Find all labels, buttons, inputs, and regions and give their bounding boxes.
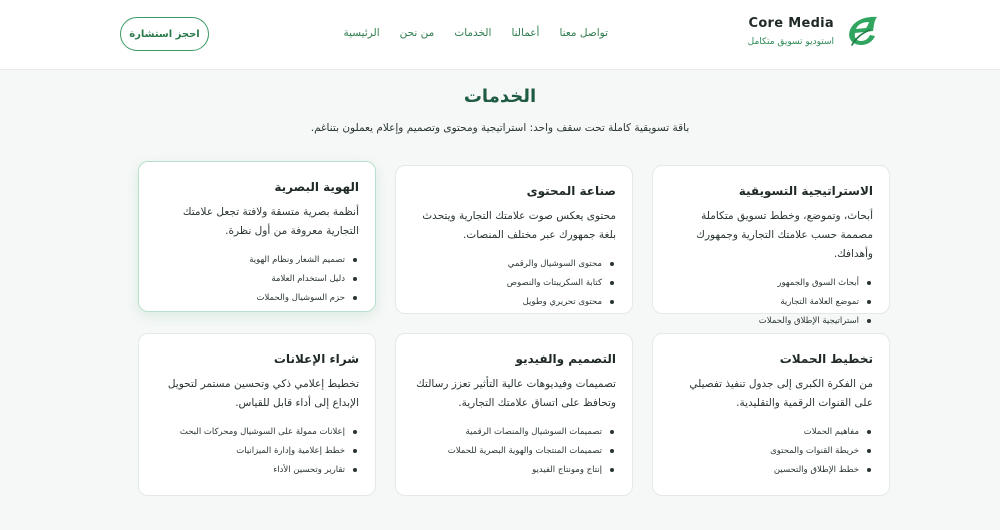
card-description: تخطيط إعلامي ذكي وتحسين مستمر لتحويل الإبداع إلى أداء قابل للقياس. bbox=[167, 378, 359, 409]
card-title: التصميم والفيديو bbox=[515, 352, 616, 366]
nav-about[interactable]: من نحن bbox=[399, 27, 435, 39]
list-item: تصميمات السوشيال والمنصات الرقمية bbox=[412, 425, 602, 439]
brand-name: Core Media bbox=[748, 15, 834, 31]
list-item: تصميم الشعار ونظام الهوية bbox=[155, 253, 345, 267]
list-item: محتوى السوشيال والرقمي bbox=[412, 257, 602, 271]
list-item: محتوى تحريري وطويل bbox=[412, 295, 602, 309]
list-item: خطط الإطلاق والتحسين bbox=[669, 463, 859, 477]
card-feature-list bbox=[412, 425, 616, 477]
site-header bbox=[0, 0, 1000, 70]
card-feature-list bbox=[669, 276, 873, 328]
service-card-media-buying bbox=[138, 333, 376, 496]
card-description: تصميمات وفيديوهات عالية التأثير تعزز رسالتك وتحافظ على اتساق علامتك التجارية. bbox=[416, 378, 616, 409]
nav-services[interactable]: الخدمات bbox=[454, 27, 492, 39]
card-title: تخطيط الحملات bbox=[779, 352, 873, 366]
list-item: خريطة القنوات والمحتوى bbox=[669, 444, 859, 458]
card-description: أبحاث، وتموضع، وخطط تسويق متكاملة مصممة حسب علامتك التجارية وجمهورك وأهدافك. bbox=[696, 210, 873, 260]
leaf-e-logo-icon bbox=[846, 14, 880, 48]
book-consultation-button[interactable]: احجز استشارة bbox=[120, 17, 209, 51]
list-item: استراتيجية الإطلاق والحملات bbox=[669, 314, 859, 328]
list-item: إنتاج ومونتاج الفيديو bbox=[412, 463, 602, 477]
list-item: تقارير وتحسين الأداء bbox=[155, 463, 345, 477]
card-title: صناعة المحتوى bbox=[526, 184, 616, 198]
list-item: إعلانات ممولة على السوشيال ومحركات البحث bbox=[155, 425, 345, 439]
brand[interactable] bbox=[748, 14, 880, 48]
list-item: حزم السوشيال والحملات bbox=[155, 291, 345, 305]
list-item: دليل استخدام العلامة bbox=[155, 272, 345, 286]
card-feature-list bbox=[412, 257, 616, 309]
card-title: الاستراتيجية التسويقية bbox=[738, 184, 873, 198]
list-item: أبحاث السوق والجمهور bbox=[669, 276, 859, 290]
card-title: شراء الإعلانات bbox=[273, 352, 359, 366]
card-description: محتوى يعكس صوت علامتك التجارية ويتحدث بلغة جمهورك عبر مختلف المنصات. bbox=[422, 210, 616, 241]
list-item: كتابة السكريبتات والنصوص bbox=[412, 276, 602, 290]
service-card-design-video bbox=[395, 333, 633, 496]
card-feature-list bbox=[155, 425, 359, 477]
card-description: من الفكرة الكبرى إلى جدول تنفيذ تفصيلي على القنوات الرقمية والتقليدية. bbox=[689, 378, 873, 409]
nav-home[interactable]: الرئيسية bbox=[343, 27, 380, 39]
card-feature-list bbox=[155, 253, 359, 305]
list-item: تصميمات المنتجات والهوية البصرية للحملات bbox=[412, 444, 602, 458]
brand-text bbox=[748, 16, 834, 47]
list-item: خطط إعلامية وإدارة الميزانيات bbox=[155, 444, 345, 458]
main-nav bbox=[343, 27, 608, 39]
services-title: الخدمات bbox=[463, 86, 537, 107]
service-card-content-creation bbox=[395, 165, 633, 314]
service-card-marketing-strategy bbox=[652, 165, 890, 326]
list-item: تموضع العلامة التجارية bbox=[669, 295, 859, 309]
brand-tagline: استوديو تسويق متكامل bbox=[747, 36, 834, 47]
list-item: مفاهيم الحملات bbox=[669, 425, 859, 439]
card-description: أنظمة بصرية متسقة ولافتة تجعل علامتك التجارية معروفة من أول نظرة. bbox=[182, 206, 359, 237]
nav-contact[interactable]: تواصل معنا bbox=[559, 27, 608, 39]
service-card-campaign-planning bbox=[652, 333, 890, 496]
service-card-visual-identity bbox=[138, 161, 376, 312]
services-subtitle: باقة تسويقية كاملة تحت سقف واحد: استراتيجية ومحتوى وتصميم وإعلام يعملون بتناغم. bbox=[310, 122, 690, 134]
nav-work[interactable]: أعمالنا bbox=[511, 27, 540, 39]
card-feature-list bbox=[669, 425, 873, 477]
card-title: الهوية البصرية bbox=[274, 180, 359, 194]
